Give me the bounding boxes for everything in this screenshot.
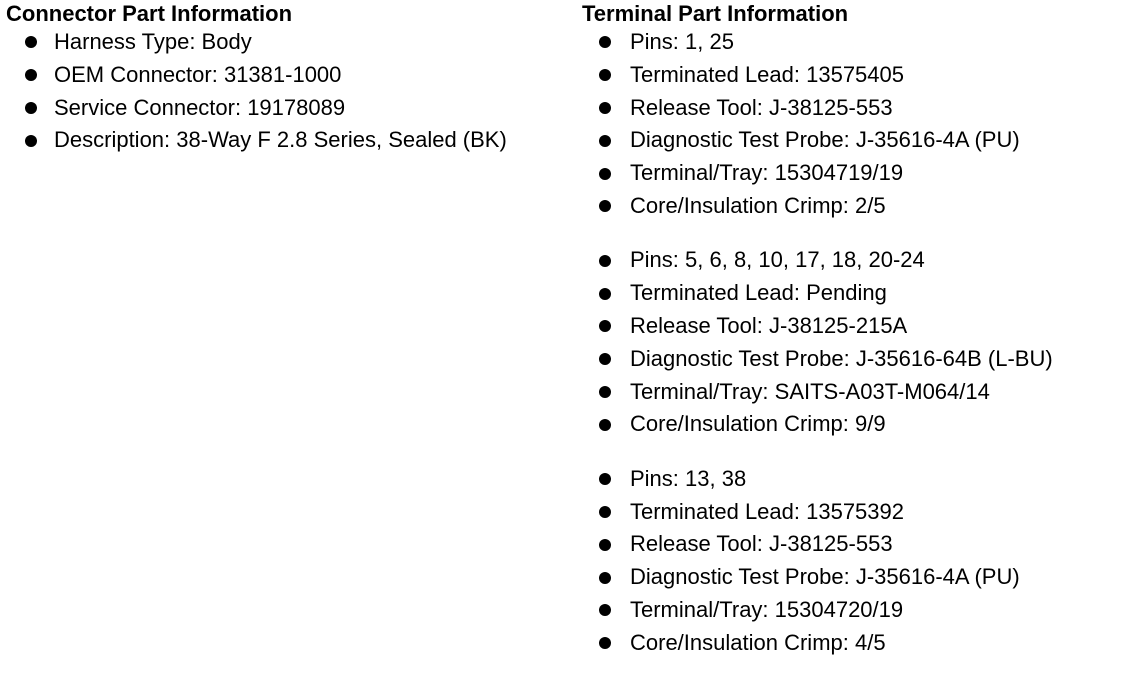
bullet-icon [599,320,611,332]
list-item-text: Description: 38-Way F 2.8 Series, Sealed (BK) [54,127,507,153]
bullet-icon [25,135,37,147]
bullet-icon [599,419,611,431]
bullet-icon [599,539,611,551]
list-item-text: Pins: 13, 38 [630,465,747,491]
list-item-text: Service Connector: 19178089 [54,94,346,120]
list-item-text: Release Tool: J-38125-553 [630,531,893,557]
bullet-icon [599,386,611,398]
list-item [582,343,1053,376]
list-item-text: Release Tool: J-38125-215A [630,312,908,338]
bullet-icon [599,168,611,180]
list-item [582,408,886,441]
list-item [582,310,908,343]
list-item-text: Terminated Lead: 13575405 [630,61,904,87]
list-item [582,59,904,92]
terminal-group-3 [582,463,1020,660]
bullet-icon [25,102,37,114]
list-item-text: Core/Insulation Crimp: 4/5 [630,629,886,655]
list-item-text: Terminal/Tray: SAITS-A03T-M064/14 [630,378,990,404]
bullet-icon [25,69,37,81]
list-item [582,92,893,125]
bullet-icon [599,255,611,267]
bullet-icon [599,572,611,584]
list-item [6,124,507,157]
bullet-icon [599,353,611,365]
list-item-text: Pins: 5, 6, 8, 10, 17, 18, 20-24 [630,247,925,273]
list-item [582,561,1020,594]
connector-list [6,26,507,157]
bullet-icon [599,637,611,649]
list-item-text: Diagnostic Test Probe: J-35616-4A (PU) [630,127,1020,153]
bullet-icon [599,69,611,81]
list-item [582,627,886,660]
list-item-text: Core/Insulation Crimp: 2/5 [630,192,886,218]
terminal-group-1 [582,26,1020,223]
group-divider [582,441,848,463]
list-item [582,244,925,277]
list-item-text: Diagnostic Test Probe: J-35616-64B (L-BU) [630,345,1053,371]
list-item-text: Release Tool: J-38125-553 [630,94,893,120]
bullet-icon [599,473,611,485]
list-item [582,190,886,223]
list-item [582,26,848,59]
terminal-heading: Terminal Part Information [582,1,849,26]
list-item [582,594,904,627]
list-item [6,26,292,59]
list-item-text: Terminal/Tray: 15304719/19 [630,160,904,186]
list-item-text: Pins: 1, 25 [630,29,734,54]
list-item-text: Terminated Lead: Pending [630,280,887,306]
bullet-icon [599,288,611,300]
connector-heading: Connector Part Information [6,1,293,26]
bullet-icon [599,506,611,518]
group-divider [582,223,848,245]
list-item-text: Terminated Lead: 13575392 [630,498,904,524]
list-item [582,277,887,310]
list-item-text: OEM Connector: 31381-1000 [54,61,342,87]
list-item [582,463,848,496]
bullet-icon [599,36,611,48]
list-item-text: Terminal/Tray: 15304720/19 [630,596,904,622]
list-item [6,59,342,92]
connector-part-information-section [6,0,507,157]
list-item [582,376,990,409]
terminal-group-2 [582,244,1053,441]
list-item-text: Diagnostic Test Probe: J-35616-4A (PU) [630,564,1020,590]
list-item [582,157,904,190]
bullet-icon [599,200,611,212]
list-item-text: Harness Type: Body [54,29,252,54]
bullet-icon [599,135,611,147]
list-item [6,92,346,125]
list-item [582,528,893,561]
bullet-icon [599,604,611,616]
list-item-text: Core/Insulation Crimp: 9/9 [630,411,886,437]
terminal-part-information-section [582,0,1053,660]
list-item [582,124,1020,157]
list-item [582,496,904,529]
bullet-icon [25,36,37,48]
bullet-icon [599,102,611,114]
